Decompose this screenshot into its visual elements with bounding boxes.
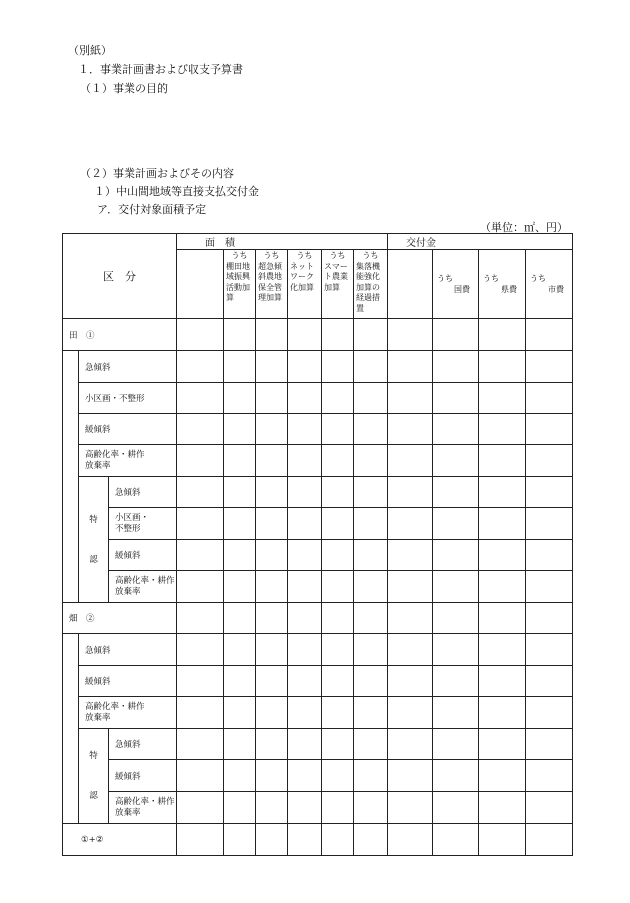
value-cell: [177, 697, 224, 729]
value-cell: [388, 540, 433, 571]
grand-total-label: ①+②: [63, 824, 177, 856]
row-label: 高齢化率・耕作放棄率: [109, 571, 177, 603]
value-cell: [354, 540, 388, 571]
value-cell: [526, 351, 573, 383]
grant-sub-header: うち 市費: [526, 250, 573, 319]
grant-sub-header: うち 県費: [479, 250, 526, 319]
value-cell: [256, 603, 288, 634]
grant-header: 交付金: [388, 234, 573, 250]
value-cell: [388, 351, 433, 383]
value-cell: [322, 666, 354, 697]
value-cell: [433, 760, 479, 792]
value-cell: [224, 603, 256, 634]
row-label: 緩傾斜: [79, 666, 177, 697]
value-cell: [479, 634, 526, 666]
value-cell: [354, 603, 388, 634]
value-cell: [288, 383, 322, 414]
value-cell: [388, 445, 433, 477]
value-cell: [388, 571, 433, 603]
value-cell: [479, 540, 526, 571]
value-cell: [433, 351, 479, 383]
value-cell: [256, 697, 288, 729]
value-cell: [288, 414, 322, 445]
value-cell: [256, 508, 288, 540]
value-cell: [177, 508, 224, 540]
value-cell: [322, 792, 354, 824]
row-label: 緩傾斜: [79, 414, 177, 445]
value-cell: [288, 319, 322, 351]
value-cell: [256, 319, 288, 351]
value-cell: [354, 792, 388, 824]
value-cell: [388, 824, 433, 856]
value-cell: [256, 540, 288, 571]
row-label: 高齢化率・耕作放棄率: [79, 697, 177, 729]
value-cell: [224, 697, 256, 729]
row-label: 急傾斜: [79, 634, 177, 666]
value-cell: [224, 666, 256, 697]
area-heading: ア．交付対象面積予定: [97, 203, 207, 216]
value-cell: [177, 351, 224, 383]
row-label: 小区画・不整形: [109, 508, 177, 540]
area-sub-header: うち スマート農業加算: [322, 250, 354, 319]
value-cell: [433, 414, 479, 445]
value-cell: [354, 351, 388, 383]
value-cell: [388, 319, 433, 351]
value-cell: [177, 445, 224, 477]
value-cell: [479, 414, 526, 445]
value-cell: [354, 729, 388, 760]
value-cell: [177, 540, 224, 571]
value-cell: [256, 571, 288, 603]
value-cell: [388, 603, 433, 634]
value-cell: [177, 603, 224, 634]
value-cell: [288, 634, 322, 666]
value-cell: [288, 824, 322, 856]
value-cell: [288, 697, 322, 729]
value-cell: [354, 571, 388, 603]
value-cell: [526, 760, 573, 792]
value-cell: [388, 477, 433, 508]
value-cell: [354, 414, 388, 445]
appendix-label: （別紙）: [68, 44, 112, 57]
value-cell: [354, 477, 388, 508]
plan-heading: （２）事業計画およびその内容: [80, 167, 234, 180]
value-cell: [177, 383, 224, 414]
value-cell: [256, 351, 288, 383]
value-cell: [256, 383, 288, 414]
rice-total-label: 田 ①: [63, 319, 177, 351]
value-cell: [177, 571, 224, 603]
value-cell: [354, 634, 388, 666]
value-cell: [433, 666, 479, 697]
value-cell: [224, 477, 256, 508]
value-cell: [322, 540, 354, 571]
value-cell: [479, 477, 526, 508]
value-cell: [288, 571, 322, 603]
value-cell: [322, 477, 354, 508]
row-label: 急傾斜: [79, 351, 177, 383]
value-cell: [224, 792, 256, 824]
grant-heading: １）中山間地域等直接支払交付金: [94, 185, 259, 198]
area-sub-header: うち 集落機能強化加算の経過措置: [354, 250, 388, 319]
value-cell: [256, 414, 288, 445]
value-cell: [433, 792, 479, 824]
area-sub-header: うち 超急傾斜農地保全管理加算: [256, 250, 288, 319]
value-cell: [224, 824, 256, 856]
field-total-label: 畑 ②: [63, 603, 177, 634]
value-cell: [177, 666, 224, 697]
value-cell: [177, 634, 224, 666]
value-cell: [388, 697, 433, 729]
value-cell: [526, 414, 573, 445]
rice-indent: [63, 351, 79, 603]
value-cell: [322, 351, 354, 383]
value-cell: [354, 508, 388, 540]
value-cell: [256, 634, 288, 666]
value-cell: [526, 445, 573, 477]
value-cell: [479, 445, 526, 477]
value-cell: [433, 319, 479, 351]
value-cell: [224, 760, 256, 792]
value-cell: [479, 792, 526, 824]
value-cell: [177, 729, 224, 760]
purpose-heading: （１）事業の目的: [80, 82, 168, 95]
value-cell: [322, 697, 354, 729]
value-cell: [288, 445, 322, 477]
value-cell: [388, 729, 433, 760]
area-sub-header: うち 棚田地域振興活動加算: [224, 250, 256, 319]
value-cell: [256, 760, 288, 792]
value-cell: [322, 508, 354, 540]
value-cell: [526, 729, 573, 760]
value-cell: [433, 445, 479, 477]
value-cell: [526, 603, 573, 634]
value-cell: [388, 792, 433, 824]
value-cell: [354, 319, 388, 351]
value-cell: [526, 824, 573, 856]
area-total-cell: [177, 250, 224, 319]
value-cell: [354, 383, 388, 414]
value-cell: [322, 445, 354, 477]
value-cell: [177, 760, 224, 792]
value-cell: [388, 634, 433, 666]
value-cell: [322, 603, 354, 634]
value-cell: [224, 508, 256, 540]
value-cell: [322, 319, 354, 351]
row-label: 高齢化率・耕作放棄率: [79, 445, 177, 477]
value-cell: [433, 634, 479, 666]
value-cell: [288, 603, 322, 634]
value-cell: [224, 571, 256, 603]
value-cell: [256, 477, 288, 508]
value-cell: [433, 477, 479, 508]
value-cell: [322, 760, 354, 792]
value-cell: [224, 634, 256, 666]
value-cell: [526, 477, 573, 508]
value-cell: [388, 508, 433, 540]
value-cell: [479, 508, 526, 540]
value-cell: [322, 729, 354, 760]
value-cell: [256, 445, 288, 477]
value-cell: [479, 351, 526, 383]
value-cell: [256, 792, 288, 824]
value-cell: [433, 603, 479, 634]
value-cell: [256, 824, 288, 856]
value-cell: [322, 414, 354, 445]
value-cell: [388, 760, 433, 792]
area-sub-header: うち ネットワーク化加算: [288, 250, 322, 319]
value-cell: [526, 666, 573, 697]
value-cell: [322, 634, 354, 666]
value-cell: [526, 571, 573, 603]
value-cell: [526, 792, 573, 824]
area-grant-table: [62, 233, 573, 856]
row-label: 緩傾斜: [109, 540, 177, 571]
row-label: 急傾斜: [109, 477, 177, 508]
value-cell: [288, 666, 322, 697]
field-indent: [63, 634, 79, 824]
value-cell: [526, 697, 573, 729]
category-header: 区 分: [63, 234, 177, 319]
value-cell: [288, 760, 322, 792]
value-cell: [388, 666, 433, 697]
value-cell: [479, 383, 526, 414]
value-cell: [177, 414, 224, 445]
value-cell: [354, 697, 388, 729]
value-cell: [256, 729, 288, 760]
value-cell: [526, 319, 573, 351]
value-cell: [479, 760, 526, 792]
value-cell: [479, 319, 526, 351]
value-cell: [224, 319, 256, 351]
value-cell: [479, 603, 526, 634]
value-cell: [288, 792, 322, 824]
value-cell: [224, 729, 256, 760]
value-cell: [388, 383, 433, 414]
row-label: 小区画・不整形: [79, 383, 177, 414]
value-cell: [354, 760, 388, 792]
value-cell: [354, 666, 388, 697]
value-cell: [526, 508, 573, 540]
value-cell: [433, 697, 479, 729]
value-cell: [433, 508, 479, 540]
value-cell: [322, 824, 354, 856]
value-cell: [354, 824, 388, 856]
value-cell: [288, 351, 322, 383]
value-cell: [526, 540, 573, 571]
unit-label: （単位：㎡、円）: [480, 221, 568, 234]
section-heading: １．事業計画書および収支予算書: [78, 63, 243, 76]
value-cell: [433, 824, 479, 856]
value-cell: [288, 729, 322, 760]
value-cell: [224, 540, 256, 571]
value-cell: [256, 666, 288, 697]
value-cell: [433, 729, 479, 760]
value-cell: [526, 383, 573, 414]
value-cell: [433, 540, 479, 571]
value-cell: [322, 383, 354, 414]
row-label: 急傾斜: [109, 729, 177, 760]
value-cell: [479, 824, 526, 856]
value-cell: [288, 477, 322, 508]
value-cell: [177, 477, 224, 508]
grant-total-cell: [388, 250, 433, 319]
value-cell: [224, 414, 256, 445]
rice-special-label: 特認: [79, 477, 109, 603]
value-cell: [177, 824, 224, 856]
value-cell: [354, 445, 388, 477]
value-cell: [479, 666, 526, 697]
row-label: 緩傾斜: [109, 760, 177, 792]
value-cell: [288, 540, 322, 571]
grant-sub-header: うち 国費: [433, 250, 479, 319]
value-cell: [322, 571, 354, 603]
value-cell: [177, 792, 224, 824]
value-cell: [479, 729, 526, 760]
value-cell: [388, 414, 433, 445]
value-cell: [224, 445, 256, 477]
value-cell: [526, 634, 573, 666]
value-cell: [288, 508, 322, 540]
value-cell: [433, 571, 479, 603]
value-cell: [479, 571, 526, 603]
value-cell: [224, 351, 256, 383]
value-cell: [177, 319, 224, 351]
field-special-label: 特認: [79, 729, 109, 824]
area-header: 面 積: [177, 234, 388, 250]
value-cell: [224, 383, 256, 414]
row-label: 高齢化率・耕作放棄率: [109, 792, 177, 824]
value-cell: [479, 697, 526, 729]
value-cell: [433, 383, 479, 414]
